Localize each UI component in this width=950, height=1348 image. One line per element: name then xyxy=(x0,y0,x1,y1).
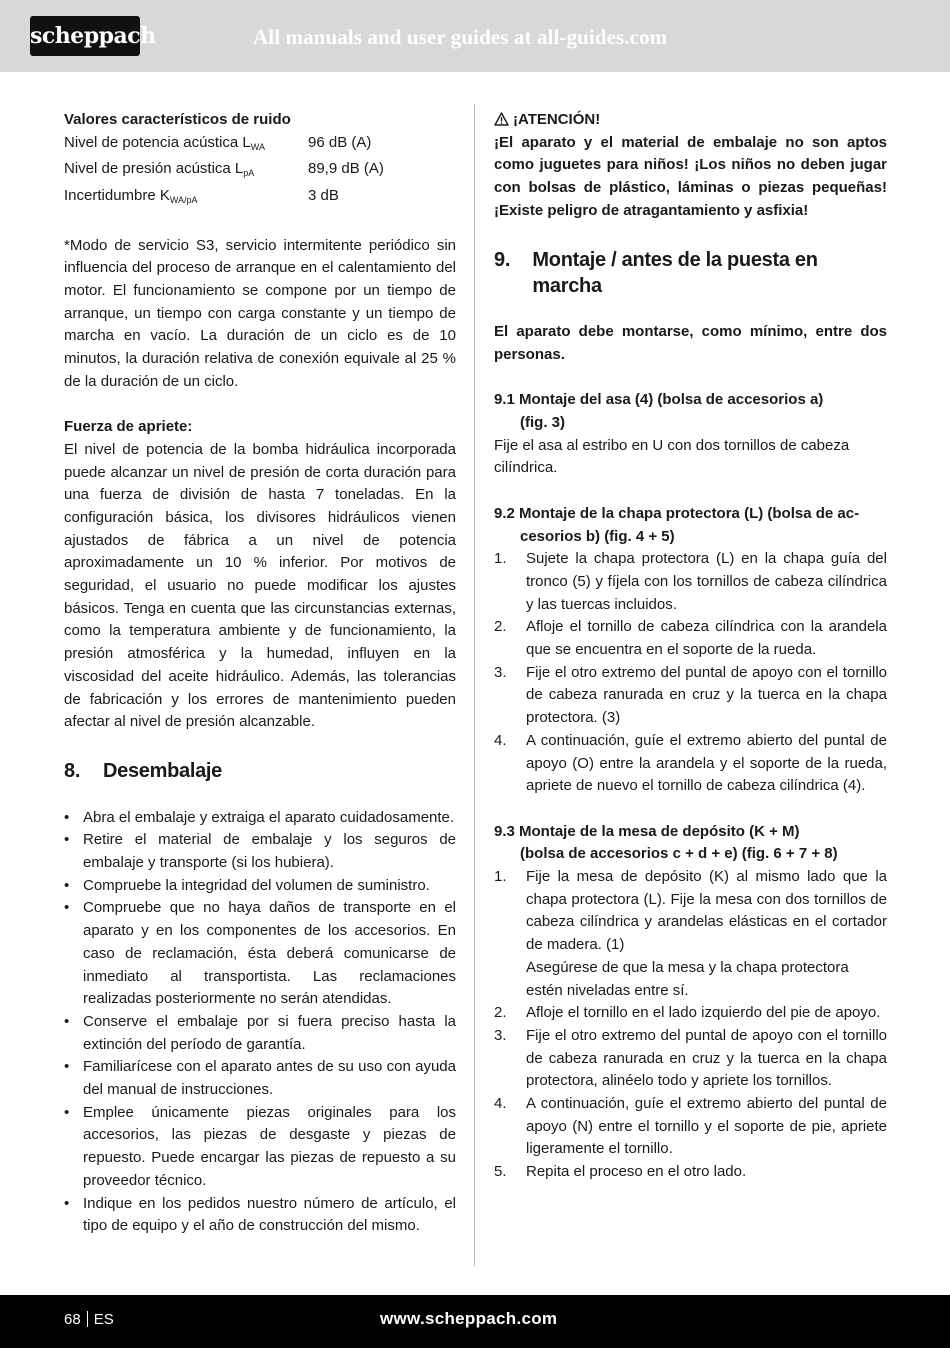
list-item: • Conserve el embalaje por si fuera preciso hasta la extinción del período de garantía. xyxy=(64,1012,456,1053)
section-8-heading xyxy=(64,758,456,784)
separator xyxy=(87,1311,88,1327)
subsection-9-1-heading: 9.1 Montaje del asa (4) (bolsa de accesorios a) (fig. 3) xyxy=(494,391,824,431)
noise-value: 96 dB (A) xyxy=(308,133,372,151)
section-title: Montaje / antes de la puesta en marcha xyxy=(532,248,818,297)
noise-label: Nivel de presión acústica $L_{pA}$ xyxy=(64,160,255,179)
subsection-9-3-heading: 9.3 Montaje de la mesa de depósito (K + M) (bolsa de accesorios c + d + e) (fig. 6 + 7 + 8) xyxy=(494,822,838,863)
step-item: 2. Afloje el tornillo en el lado izquierdo del pie de apoyo. xyxy=(494,1004,881,1022)
section-number: 9. xyxy=(494,248,511,271)
step-item: 3. Fije el otro extremo del puntal de apoyo con el tornillo de cabeza ranurada en cruz y la tuerca en la chapa protectora. (3) xyxy=(494,663,887,727)
noise-row-uncertainty xyxy=(64,185,456,212)
noise-row-pressure xyxy=(64,158,456,185)
clamping-force-heading: Fuerza de apriete: xyxy=(64,418,193,436)
warning-text: ¡El aparato y el material de embalaje no son aptos como juguetes para niños! ¡Los niños no deben jugar con bolsas de plástico, láminas o piezas pequeñas! ¡Existe peligro de atragantamiento y asfixia! xyxy=(494,133,887,219)
step-item: 1. Fije la mesa de depósito (K) al mismo lado que la chapa protectora (L). Fije la mesa con dos tornillos de cabeza cilíndrica y arandelas elásticas en el cortador de madera. (1) Asegúrese de que la mesa y la chapa protectora estén niveladas entre sí. xyxy=(494,868,887,999)
list-item: • Compruebe la integridad del volumen de suministro. xyxy=(64,876,430,894)
step-item: 2. Afloje el tornillo de cabeza cilíndrica con la arandela que se encuentra en el soporte de la rueda. xyxy=(494,618,887,659)
website-link[interactable]: www.scheppach.com xyxy=(380,1309,558,1328)
section-9-heading xyxy=(494,247,887,299)
page-number: 68 xyxy=(64,1311,81,1328)
subsection-9-3-steps xyxy=(494,866,887,1184)
subsection-9-2-steps xyxy=(494,548,887,798)
page-header xyxy=(0,0,950,72)
clamping-force-paragraph: El nivel de potencia de la bomba hidráulica incorporada puede alcanzar un nivel de presión de corta duración para una fuerza de división de hasta 7 toneladas. En la configuración básica, los divisores hidráulicos vienen ajustados de fábrica a un nivel de potencia aproximadamente un 10 % inferior. Por motivos de seguridad, el usuario no puede modificar los ajustes básicos. Tenga en cuenta que las circunstancias externas, como la temperatura ambiente y de funcionamiento, la presión atmosférica y la humedad, influyen en la viscosidad del aceite hidráulico. Además, las tolerancias de fabricación y los errores de mantenimiento pueden afectar al nivel de presión alcanzable. xyxy=(64,440,456,731)
list-item: • Abra el embalaje y extraiga el aparato cuidadosamente. xyxy=(64,808,455,826)
warning-triangle-icon xyxy=(494,112,509,126)
unpacking-list xyxy=(64,807,456,1238)
noise-label: Nivel de potencia acústica $L_{WA}$ xyxy=(64,133,265,152)
list-item: • Familiarícese con el aparato antes de su uso con ayuda del manual de instrucciones. xyxy=(64,1058,456,1099)
list-item: • Indique en los pedidos nuestro número de artículo, el tipo de equipo y el año de construcción del mismo. xyxy=(64,1194,456,1235)
list-item: • Emplee únicamente piezas originales para los accesorios, las piezas de desgaste y piezas de repuesto. Puede encargar las piezas de repuesto a su proveedor técnico. xyxy=(64,1103,456,1189)
step-item: 1. Sujete la chapa protectora (L) en la chapa guía del tronco (5) y fíjela con los tornillos de cabeza cilíndrica y las tuercas incluidos. xyxy=(494,550,887,613)
scheppach-logo: scheppach xyxy=(30,16,140,56)
subsection-9-2-heading: 9.2 Montaje de la chapa protectora (L) (bolsa de ac- cesorios b) (fig. 4 + 5) xyxy=(494,504,860,545)
warning-heading: ¡ATENCIÓN! xyxy=(494,109,887,132)
left-column xyxy=(64,109,456,1238)
subsection-9-1-text: Fije el asa al estribo en U con dos tornillos de cabeza cilíndrica. xyxy=(494,436,850,477)
step-item: 3. Fije el otro extremo del puntal de apoyo con el tornillo de cabeza ranurada en cruz y la tuerca en la chapa protectora, alinéelo todo y apriete los tornillos. xyxy=(494,1026,887,1090)
list-item: • Compruebe que no haya daños de transporte en el aparato y en los componentes de los accesorios. En caso de reclamación, ésta deberá comunicarse de inmediato al transportista. Las reclamaciones realizadas posteriormente no serán atendidas. xyxy=(64,899,456,1008)
noise-label: Incertidumbre $K_{WA/pA}$ xyxy=(64,187,198,206)
page-number-label xyxy=(64,1310,114,1330)
section-number: 8. xyxy=(64,759,81,782)
watermark-text: All manuals and user guides at all-guides.com xyxy=(253,25,668,49)
list-item: • Retire el material de embalaje y los seguros de embalaje y transporte (si los hubiera). xyxy=(64,831,456,872)
noise-value: 3 dB xyxy=(308,187,339,205)
s3-mode-paragraph: *Modo de servicio S3, servicio intermitente periódico sin influencia del proceso de arranque en el calentamiento del motor. El funcionamiento se compone por un tiempo de arranque, un tiempo con carga constante y un tiempo de marcha en vacío. La duración de un ciclo es de 10 minutos, la duración relativa de conexión equivale al 25 % de la duración de un ciclo. xyxy=(64,236,456,390)
column-divider xyxy=(474,104,475,1266)
language-code: ES xyxy=(93,1311,114,1328)
right-column xyxy=(494,109,887,1184)
section-title: Desembalaje xyxy=(103,759,222,782)
assembly-intro: El aparato debe montarse, como mínimo, entre dos personas. xyxy=(494,323,887,363)
page-footer xyxy=(0,1295,950,1348)
noise-value: 89,9 dB (A) xyxy=(308,160,384,178)
step-item: 4. A continuación, guíe el extremo abierto del puntal de apoyo (O) entre la arandela y el soporte de la rueda, apriete de nuevo el tornillo de cabeza cilíndrica (4). xyxy=(494,731,887,795)
step-item: 5. Repita el proceso en el otro lado. xyxy=(494,1163,747,1181)
noise-values-heading: Valores característicos de ruido xyxy=(64,111,291,128)
noise-values-table xyxy=(64,132,456,212)
noise-row-power xyxy=(64,132,456,159)
step-item: 4. A continuación, guíe el extremo abierto del puntal de apoyo (N) entre el tornillo y el soporte de pie, apriete ligeramente el tornillo. xyxy=(494,1095,887,1158)
